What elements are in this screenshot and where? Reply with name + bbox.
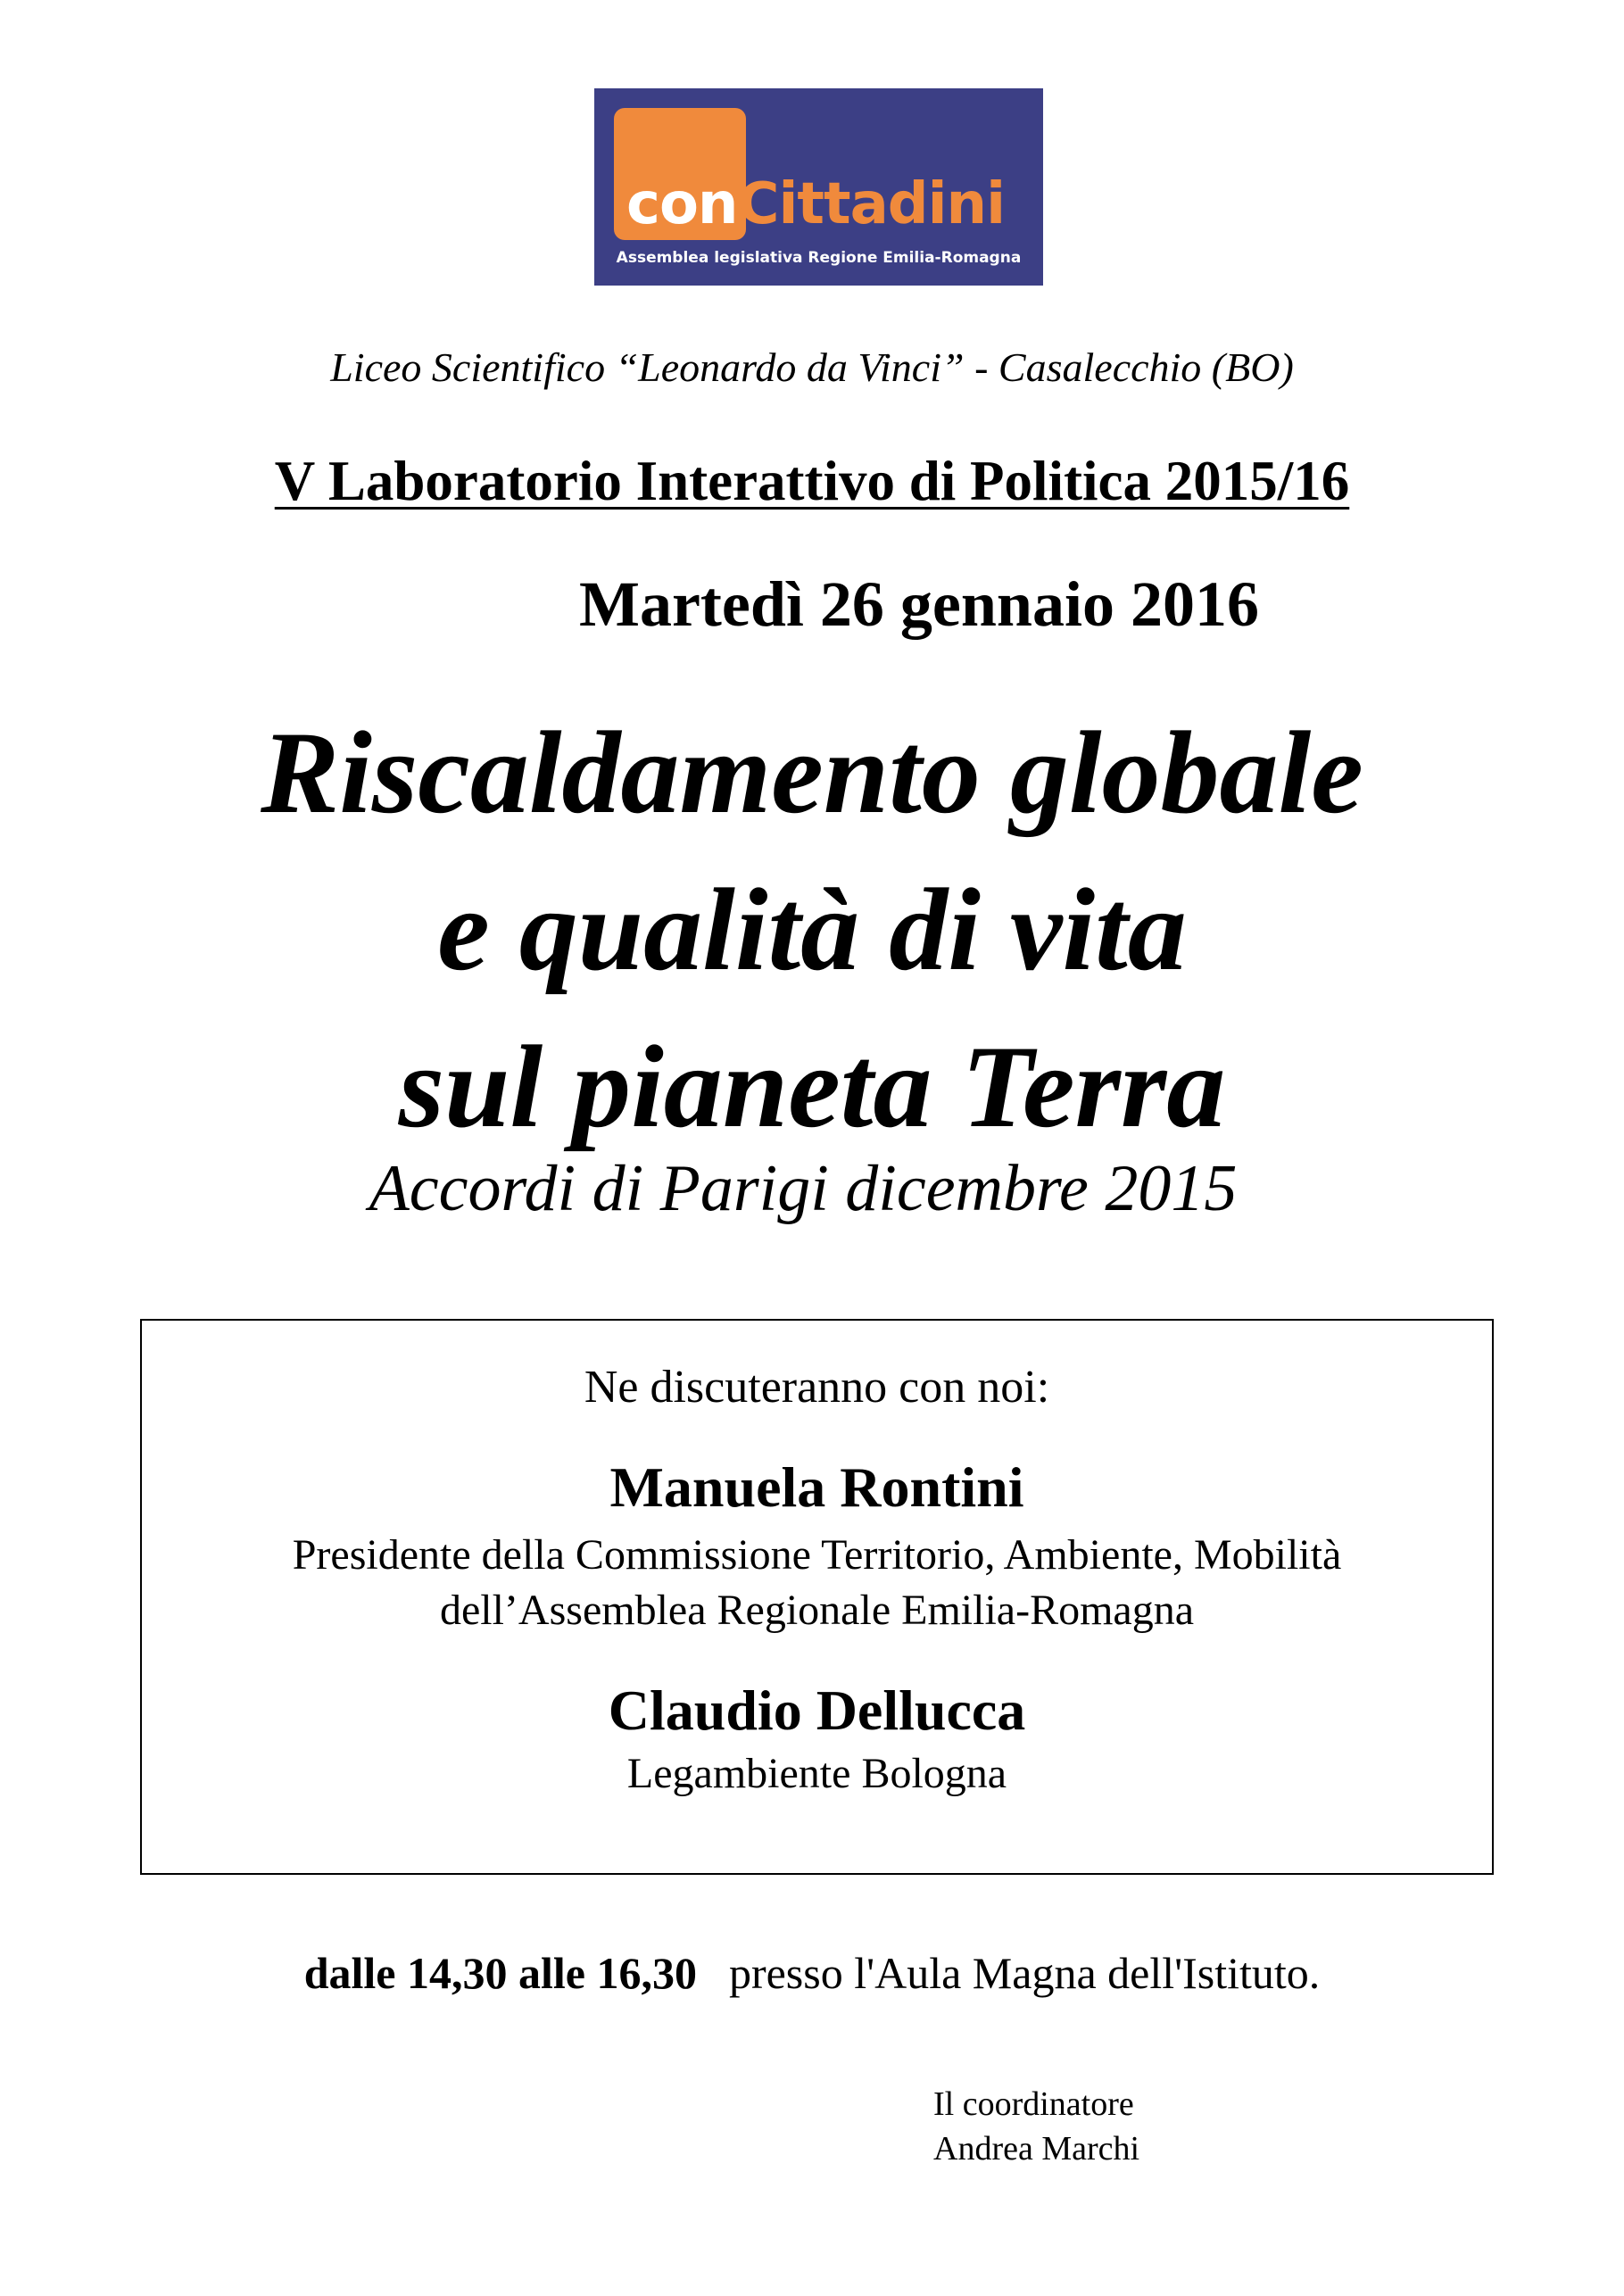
- logo-wordmark: [626, 171, 1005, 237]
- speaker-name: Claudio Dellucca: [608, 1678, 1026, 1742]
- event-subtitle: Accordi di Parigi dicembre 2015: [369, 1152, 1238, 1225]
- speakers-intro: Ne discuteranno con noi:: [584, 1362, 1050, 1413]
- speakers-box: [140, 1319, 1494, 1875]
- schedule-time: dalle 14,30 alle 16,30: [303, 1948, 697, 1998]
- concittadini-logo: [594, 88, 1043, 286]
- school-name: Liceo Scientifico “Leonardo da Vinci” - Casalecchio (BO): [330, 344, 1294, 390]
- lab-title: [0, 449, 1624, 514]
- signature-name: Andrea Marchi: [933, 2130, 1140, 2168]
- logo-word-con: con: [626, 171, 738, 237]
- title-line-1: Riscaldamento globale: [261, 707, 1363, 838]
- schedule-place: presso l'Aula Magna dell'Istituto.: [728, 1948, 1321, 1998]
- title-line-3: sul pianeta Terra: [398, 1021, 1226, 1152]
- signature-role: Il coordinatore: [933, 2085, 1134, 2123]
- event-date: Martedì 26 gennaio 2016: [579, 568, 1259, 640]
- event-title: [0, 694, 1624, 1165]
- logo-subtitle: Assemblea legislativa Regione Emilia-Romagna: [616, 249, 1022, 267]
- speaker-role: Legambiente Bologna: [626, 1750, 1007, 1797]
- title-line-2: e qualità di vita: [437, 864, 1187, 995]
- speaker-role-line: Presidente della Commissione Territorio, Ambiente, Mobilità: [292, 1531, 1342, 1579]
- signature: [933, 2082, 1139, 2171]
- speaker-role: [142, 1528, 1492, 1638]
- schedule: [0, 1947, 1624, 1999]
- speaker-role-line: dell’Assemblea Regionale Emilia-Romagna: [439, 1587, 1195, 1634]
- speaker-name: Manuela Rontini: [609, 1455, 1024, 1519]
- logo-word-cittadini: Cittadini: [737, 171, 1005, 237]
- lab-title-text: V Laboratorio Interattivo di Politica 2015/16: [274, 450, 1350, 512]
